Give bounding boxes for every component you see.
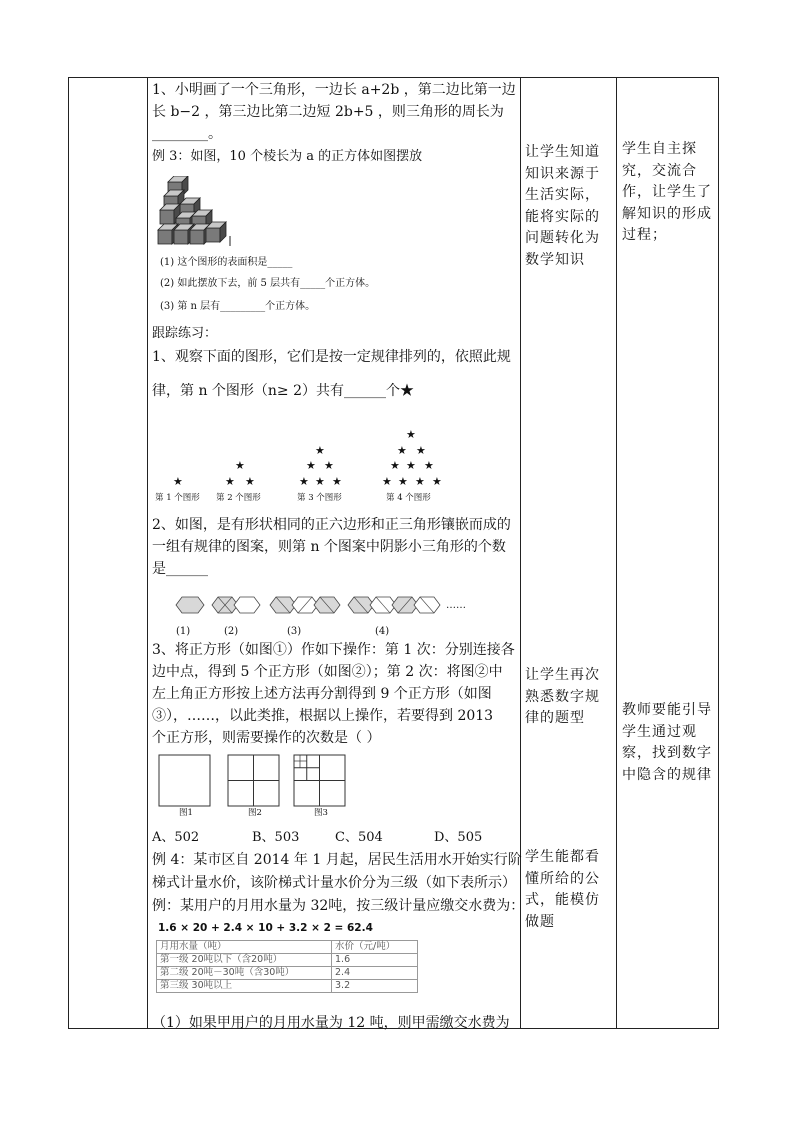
star-mark: ★ xyxy=(173,475,183,488)
water-fee-formula: 1.6 × 20 + 2.4 × 10 + 3.2 × 2 = 62.4 xyxy=(158,922,373,934)
star-figure-caption: 第 1 个图形 xyxy=(155,493,200,503)
practice3-line-5: 个正方形，则需要操作的次数是（ ） xyxy=(152,730,381,746)
square-figure-label: 图2 xyxy=(248,808,262,818)
student-note-2: 教师要能引导学生通过观察，找到数字中隐含的规律 xyxy=(622,702,712,783)
column-divider xyxy=(616,78,617,1028)
star-figure-caption: 第 4 个图形 xyxy=(386,493,431,503)
practice-heading: 跟踪练习： xyxy=(152,326,218,341)
table-cell: 第三级 30吨以上 xyxy=(157,980,332,993)
star-mark: ★ xyxy=(397,444,407,457)
table-cell: 3.2 xyxy=(332,980,418,993)
star-mark: ★ xyxy=(382,475,392,488)
star-figure-caption: 第 2 个图形 xyxy=(216,493,261,503)
square-subdivision-figure xyxy=(158,752,358,812)
star-figure-caption: 第 3 个图形 xyxy=(297,493,342,503)
hexagon-label: (2) xyxy=(224,626,239,637)
hexagon-label: (1) xyxy=(176,626,191,637)
table-row xyxy=(157,967,418,980)
table-cell: 2.4 xyxy=(332,967,418,980)
star-mark: ★ xyxy=(332,475,342,488)
square-figure-label: 图1 xyxy=(179,808,193,818)
intent-note-1: 让学生知道知识来源于生活实际，能将实际的问题转化为数学知识 xyxy=(525,144,600,268)
square-figure-label: 图3 xyxy=(314,808,328,818)
star-mark: ★ xyxy=(315,475,325,488)
table-cell: 1.6 xyxy=(332,954,418,967)
star-mark: ★ xyxy=(432,475,442,488)
choice-c: C、504 xyxy=(335,830,383,845)
example4-line-3: 例：某用户的月用水量为 32吨，按三级计量应缴交水费为： xyxy=(152,898,525,914)
star-mark: ★ xyxy=(245,475,255,488)
hexagon-label: (3) xyxy=(287,626,302,637)
star-mark: ★ xyxy=(406,459,416,472)
star-mark: ★ xyxy=(416,444,426,457)
column-divider xyxy=(147,78,148,1028)
choice-a: A、502 xyxy=(152,830,200,845)
star-mark: ★ xyxy=(406,428,416,441)
choice-b: B、503 xyxy=(252,830,300,845)
star-mark: ★ xyxy=(235,459,245,472)
star-mark: ★ xyxy=(225,475,235,488)
example3-sub-1: (1) 这个图形的表面积是_____ xyxy=(160,257,293,268)
intent-note-3: 学生能都看懂所给的公式，能模仿做题 xyxy=(525,849,600,930)
table-header-cell: 月用水量（吨） xyxy=(157,941,332,954)
choice-d: D、505 xyxy=(434,830,483,845)
hexagon-ellipsis: …… xyxy=(446,600,466,611)
intent-note-2: 让学生再次熟悉数字规律的题型 xyxy=(525,667,600,726)
q1-line-2: 长 b−2 ，第三边比第二边短 2b+5 ，则三角形的周长为 xyxy=(152,104,504,120)
example3-sub-2: (2) 如此摆放下去，前 5 层共有_____个正方体。 xyxy=(160,278,376,289)
table-header-row xyxy=(157,941,418,954)
star-mark: ★ xyxy=(315,444,325,457)
q1-line-3: ________。 xyxy=(152,126,222,142)
star-mark: ★ xyxy=(324,459,334,472)
star-mark: ★ xyxy=(299,475,309,488)
practice3-line-3: 左上角正方形按上述方法再分割得到 9 个正方形（如图 xyxy=(152,686,492,702)
example4-line-1: 例 4：某市区自 2014 年 1 月起，居民生活用水开始实行阶 xyxy=(152,852,522,868)
table-cell: 第一级 20吨以下（含20吨） xyxy=(157,954,332,967)
table-row xyxy=(157,980,418,993)
practice1-line-2: 律，第 n 个图形（n≥ 2）共有______个★ xyxy=(152,383,415,399)
table-row xyxy=(157,954,418,967)
student-note-1: 学生自主探究，交流合作，让学生了解知识的形成过程； xyxy=(622,141,712,243)
example3-title: 例 3：如图，10 个棱长为 a 的正方体如图摆放 xyxy=(152,149,423,164)
star-mark: ★ xyxy=(415,475,425,488)
table-header-cell: 水价（元/吨） xyxy=(332,941,418,954)
water-price-table xyxy=(156,940,418,993)
example4-line-2: 梯式计量水价，该阶梯式计量水价分为三级（如下表所示） xyxy=(152,875,516,891)
practice2-line-2: 一组有规律的图案，则第 n 个图案中阴影小三角形的个数 xyxy=(152,539,506,555)
star-mark: ★ xyxy=(390,459,400,472)
practice1-line-1: 1、观察下面的图形，它们是按一定规律排列的，依照此规 xyxy=(152,349,511,365)
practice2-line-3: 是______ xyxy=(152,561,208,577)
star-mark: ★ xyxy=(398,475,408,488)
example3-sub-3: (3) 第 n 层有_________个正方体。 xyxy=(160,301,316,312)
table-cell: 第二级 20吨－30吨（含30吨） xyxy=(157,967,332,980)
practice2-line-1: 2、如图，是有形状相同的正六边形和正三角形镶嵌而成的 xyxy=(152,517,511,533)
column-divider xyxy=(520,78,521,1028)
practice3-line-1: 3、将正方形（如图①）作如下操作：第 1 次：分别连接各 xyxy=(152,642,515,658)
q1-line-1: 1、小明画了一个三角形，一边长 a+2b ，第二边比第一边 xyxy=(152,82,516,98)
example4-question-1: （1）如果甲用户的月用水量为 12 吨，则甲需缴交水费为 xyxy=(152,1015,510,1031)
practice3-line-4: ③），……，以此类推，根据以上操作，若要得到 2013 xyxy=(152,708,494,724)
hexagon-label: (4) xyxy=(375,626,390,637)
practice3-line-2: 边中点，得到 5 个正方形（如图②）；第 2 次：将图②中 xyxy=(152,664,503,680)
star-mark: ★ xyxy=(424,459,434,472)
star-mark: ★ xyxy=(306,459,316,472)
cube-stack-figure xyxy=(156,176,236,248)
hexagon-tessellation-figure xyxy=(172,593,472,623)
